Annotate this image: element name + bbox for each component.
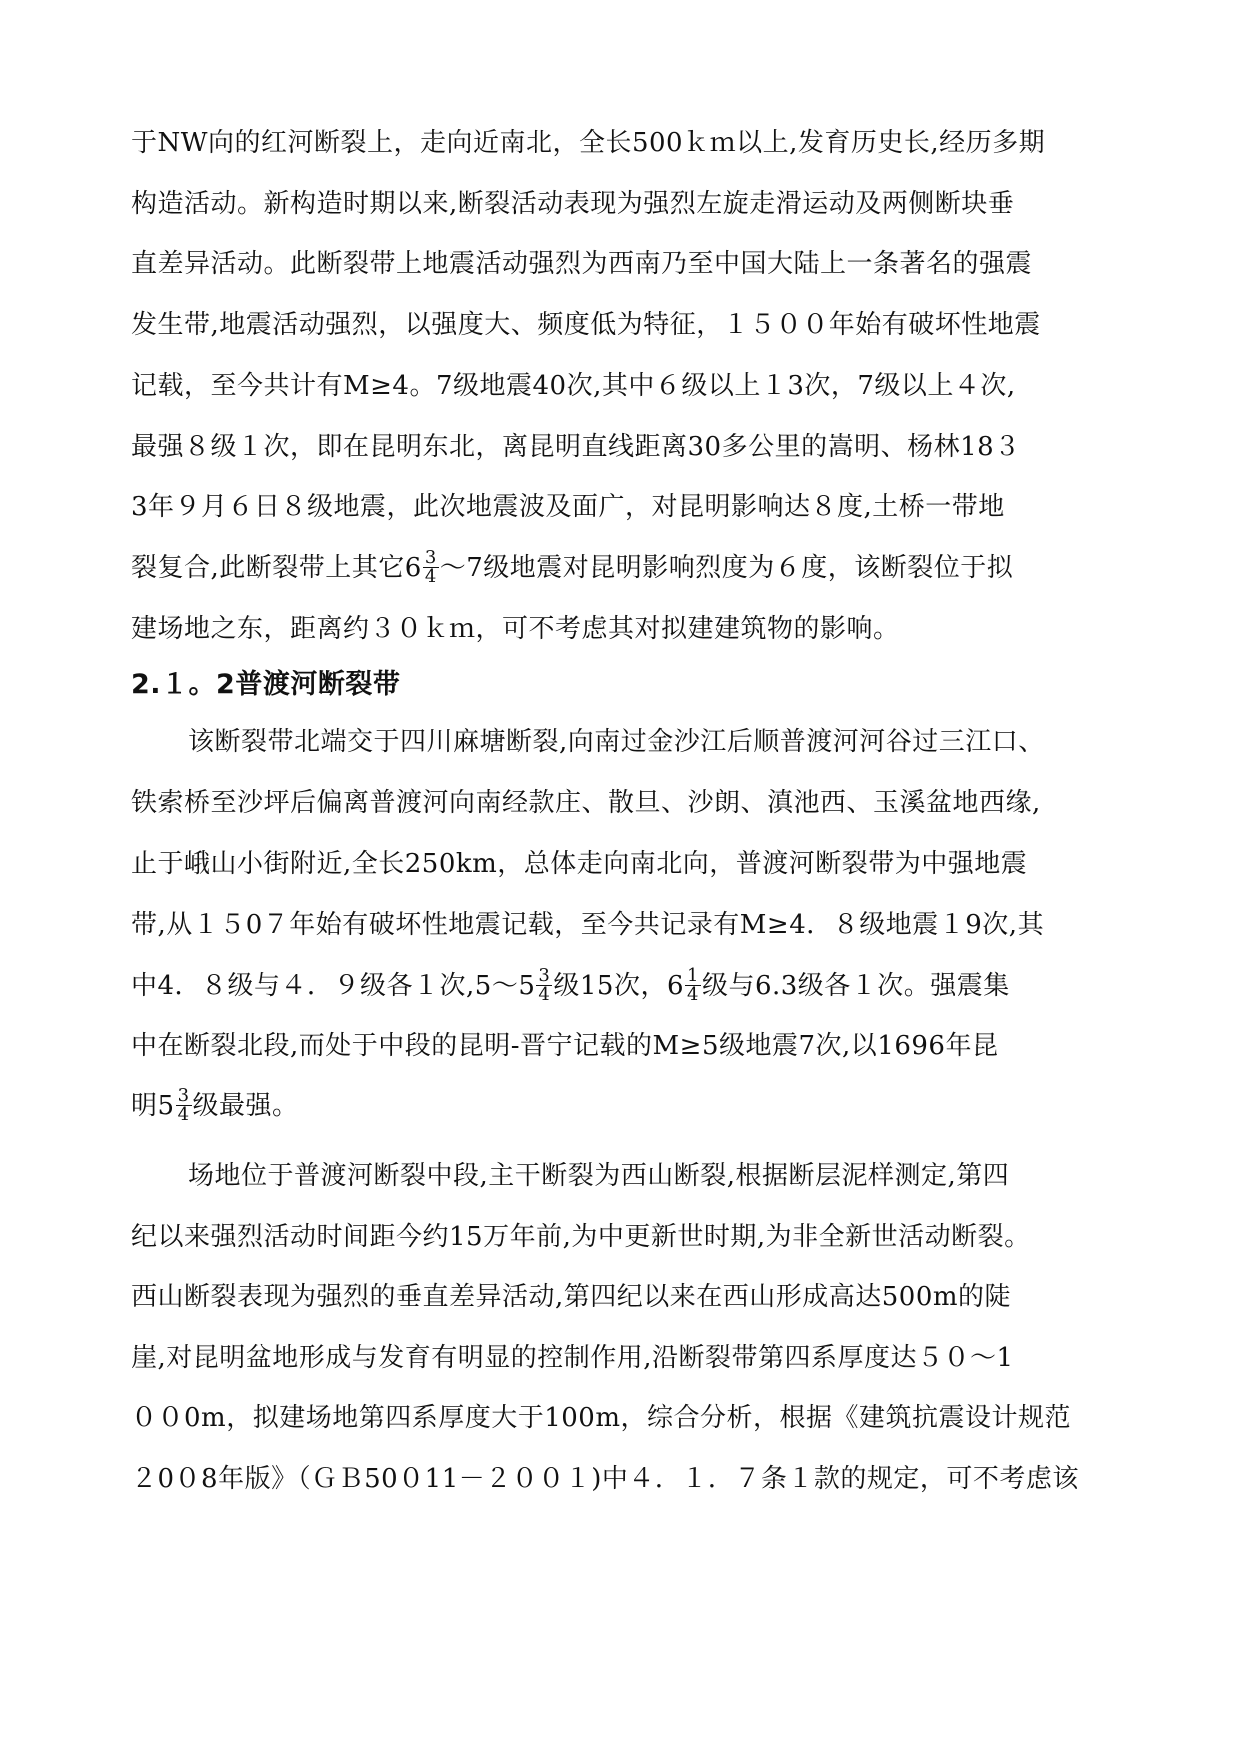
- fraction-whole: 5: [518, 971, 536, 1001]
- paragraph-line: 直差异活动。此断裂带上地震活动强烈为西南乃至中国大陆上一条著名的强震: [131, 249, 1033, 279]
- fraction-numerator: 3: [424, 548, 437, 568]
- section-heading: 2.１。2普渡河断裂带: [131, 669, 401, 700]
- paragraph-line: 建场地之东，距离约３０ｋｍ，可不考虑其对拟建建筑物的影响。: [131, 614, 900, 644]
- fraction-numerator: 3: [538, 966, 551, 986]
- fraction-denominator: 4: [424, 565, 437, 587]
- paragraph-line: ００0m，拟建场地第四系厚度大于100m，综合分析，根据《建筑抗震设计规范: [131, 1403, 1071, 1433]
- fraction-whole: 5: [157, 1091, 175, 1121]
- paragraph-line: 止于峨山小街附近,全长250km，总体走向南北向，普渡河断裂带为中强地震: [131, 849, 1028, 879]
- fraction-denominator: 4: [538, 983, 551, 1005]
- text-run: 裂复合,此断裂带上其它: [131, 553, 405, 583]
- text-run: 级最强。: [192, 1091, 299, 1121]
- fraction: [176, 1087, 192, 1124]
- fraction: [536, 967, 552, 1004]
- fraction-denominator: 4: [177, 1103, 190, 1125]
- text-run: 级15次，: [553, 971, 667, 1001]
- text-run: ～7级地震对昆明影响烈度为６度，该断裂位于拟: [439, 553, 1014, 583]
- paragraph-line: 构造活动。新构造时期以来,断裂活动表现为强烈左旋走滑运动及两侧断块垂: [131, 189, 1015, 219]
- fraction-numerator: 3: [177, 1086, 190, 1106]
- fraction-numerator: 1: [687, 966, 699, 986]
- paragraph-line: 该断裂带北端交于四川麻塘断裂,向南过金沙江后顺普渡河河谷过三江口、: [188, 727, 1045, 757]
- text-run: 明: [131, 1091, 158, 1121]
- paragraph-line: 发生带,地震活动强烈，以强度大、频度低为特征，１５００年始有破坏性地震: [131, 310, 1041, 340]
- paragraph-line-with-fraction: [131, 548, 1116, 588]
- paragraph-line: 带,从１５0７年始有破坏性地震记载，至今共记录有M≥4．８级地震１9次,其: [131, 910, 1045, 940]
- paragraph-line: 崖,对昆明盆地形成与发育有明显的控制作用,沿断裂带第四系厚度达５０～1: [131, 1343, 1014, 1373]
- paragraph-line: 西山断裂表现为强烈的垂直差异活动,第四纪以来在西山形成高达500m的陡: [131, 1282, 1012, 1312]
- paragraph-line: 场地位于普渡河断裂中段,主干断裂为西山断裂,根据断层泥样测定,第四: [188, 1161, 1010, 1191]
- fraction: [423, 549, 439, 586]
- paragraph-line: 纪以来强烈活动时间距今约15万年前,为中更新世时期,为非全新世活动断裂。: [131, 1222, 1031, 1252]
- fraction: [685, 967, 701, 1004]
- paragraph-line-with-fraction: [131, 1086, 1116, 1126]
- paragraph-line: 中在断裂北段,而处于中段的昆明-晋宁记载的M≥5级地震7次,以1696年昆: [131, 1031, 999, 1061]
- fraction-denominator: 4: [687, 983, 699, 1005]
- paragraph-line: ２0０8年版》（ＧＢ50０11－２００１)中４．１．７条１款的规定，可不考虑该: [131, 1464, 1079, 1494]
- paragraph-line: 最强８级１次，即在昆明东北，离昆明直线距离30多公里的嵩明、杨林18３: [131, 432, 1021, 462]
- fraction-whole: 6: [666, 971, 684, 1001]
- paragraph-line-with-fraction: [131, 966, 1116, 1006]
- paragraph-line: 记载，至今共计有M≥4。7级地震40次,其中６级以上１3次，7级以上４次,: [131, 371, 1016, 401]
- paragraph-line: 铁索桥至沙坪后偏离普渡河向南经款庄、散旦、沙朗、滇池西、玉溪盆地西缘,: [131, 788, 1041, 818]
- paragraph-line: 于NW向的红河断裂上，走向近南北，全长500ｋｍ以上,发育历史长,经历多期: [131, 128, 1046, 158]
- paragraph-line: 3年９月６日８级地震，此次地震波及面广，对昆明影响达８度,土桥一带地: [131, 492, 1005, 522]
- text-run: 中4．８级与４．９级各１次,5～: [131, 971, 519, 1001]
- text-run: 级与6.3级各１次。强震集: [701, 971, 1010, 1001]
- fraction-whole: 6: [404, 553, 422, 583]
